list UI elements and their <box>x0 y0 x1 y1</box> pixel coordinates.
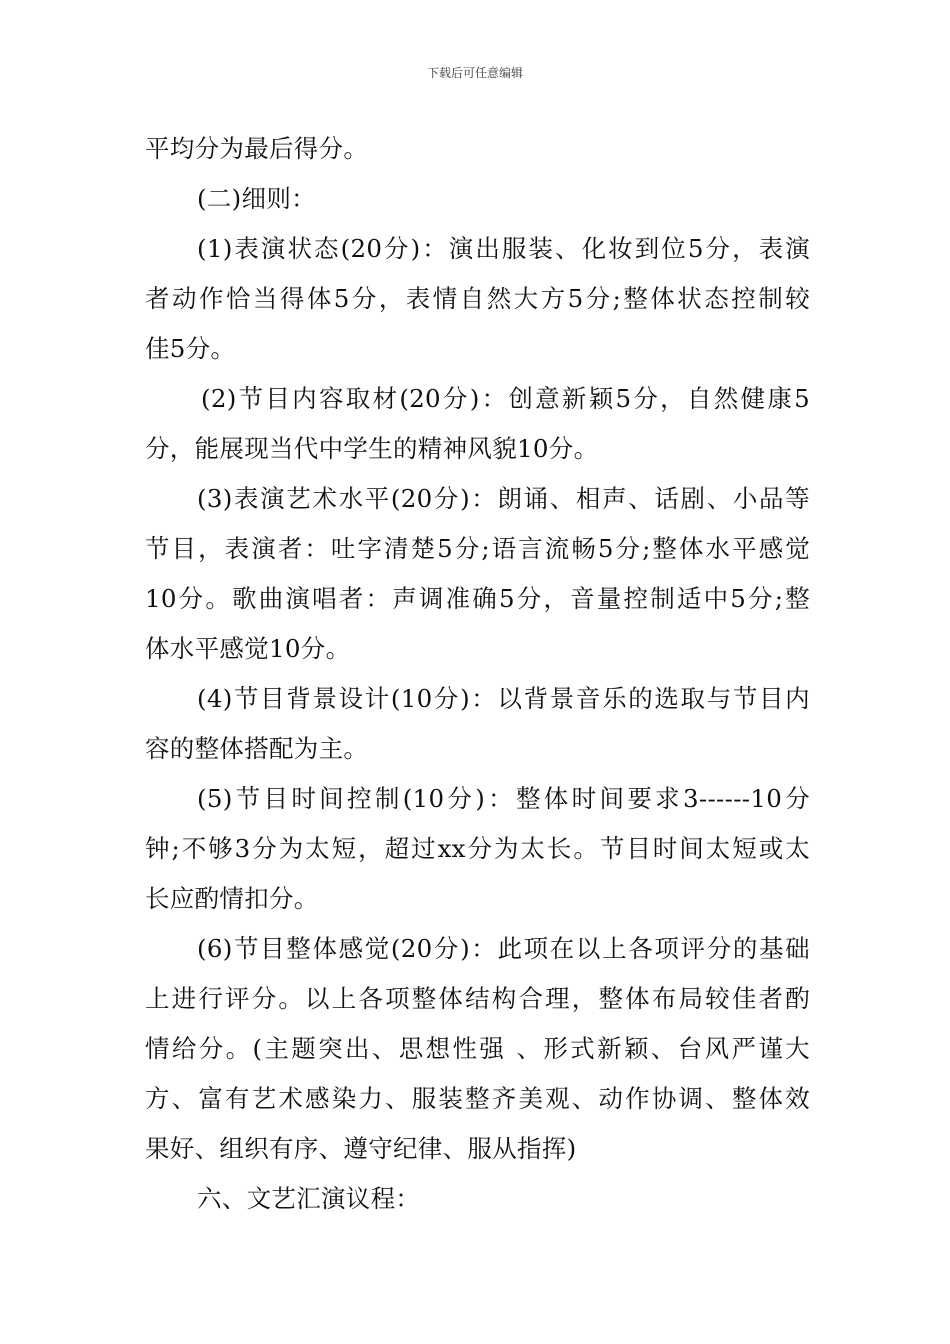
text-line: 节目，表演者：吐字清楚5分;语言流畅5分;整体水平感觉 <box>145 534 811 563</box>
section-heading-rules: (二)细则： <box>197 184 316 213</box>
text-line: 容的整体搭配为主。 <box>145 734 369 763</box>
text-line: 平均分为最后得分。 <box>145 134 369 163</box>
text-line: 佳5分。 <box>145 334 236 363</box>
text-line: 长应酌情扣分。 <box>145 884 319 913</box>
page-header-note: 下载后可任意编辑 <box>426 66 523 80</box>
text-line: 体水平感觉10分。 <box>145 634 351 663</box>
text-line: (2)节目内容取材(20分)：创意新颖5分，自然健康5 <box>201 384 810 413</box>
text-line: 10分。歌曲演唱者：声调准确5分，音量控制适中5分;整 <box>145 584 810 613</box>
text-line: (3)表演艺术水平(20分)：朗诵、相声、话剧、小品等 <box>197 484 810 513</box>
text-line: (6)节目整体感觉(20分)：此项在以上各项评分的基础 <box>197 934 810 963</box>
text-line: 钟;不够3分为太短，超过xx分为太长。节目时间太短或太 <box>145 834 810 863</box>
text-line: 果好、组织有序、遵守纪律、服从指挥) <box>145 1134 577 1163</box>
text-line: 者动作恰当得体5分，表情自然大方5分;整体状态控制较 <box>145 284 810 313</box>
section-heading-agenda: 六、文艺汇演议程： <box>197 1184 421 1213</box>
document-body <box>145 128 810 1228</box>
text-line: (4)节目背景设计(10分)：以背景音乐的选取与节目内 <box>197 684 810 713</box>
text-line: (5)节目时间控制(10分)：整体时间要求3------10分 <box>197 784 810 813</box>
text-line: (1)表演状态(20分)：演出服装、化妆到位5分，表演 <box>197 234 810 263</box>
text-line: 情给分。(主题突出、思想性强 、形式新颖、台风严谨大 <box>145 1034 810 1063</box>
text-line: 上进行评分。以上各项整体结构合理，整体布局较佳者酌 <box>145 984 810 1013</box>
text-line: 分，能展现当代中学生的精神风貌10分。 <box>145 434 599 463</box>
text-line: 方、富有艺术感染力、服装整齐美观、动作协调、整体效 <box>145 1084 810 1113</box>
